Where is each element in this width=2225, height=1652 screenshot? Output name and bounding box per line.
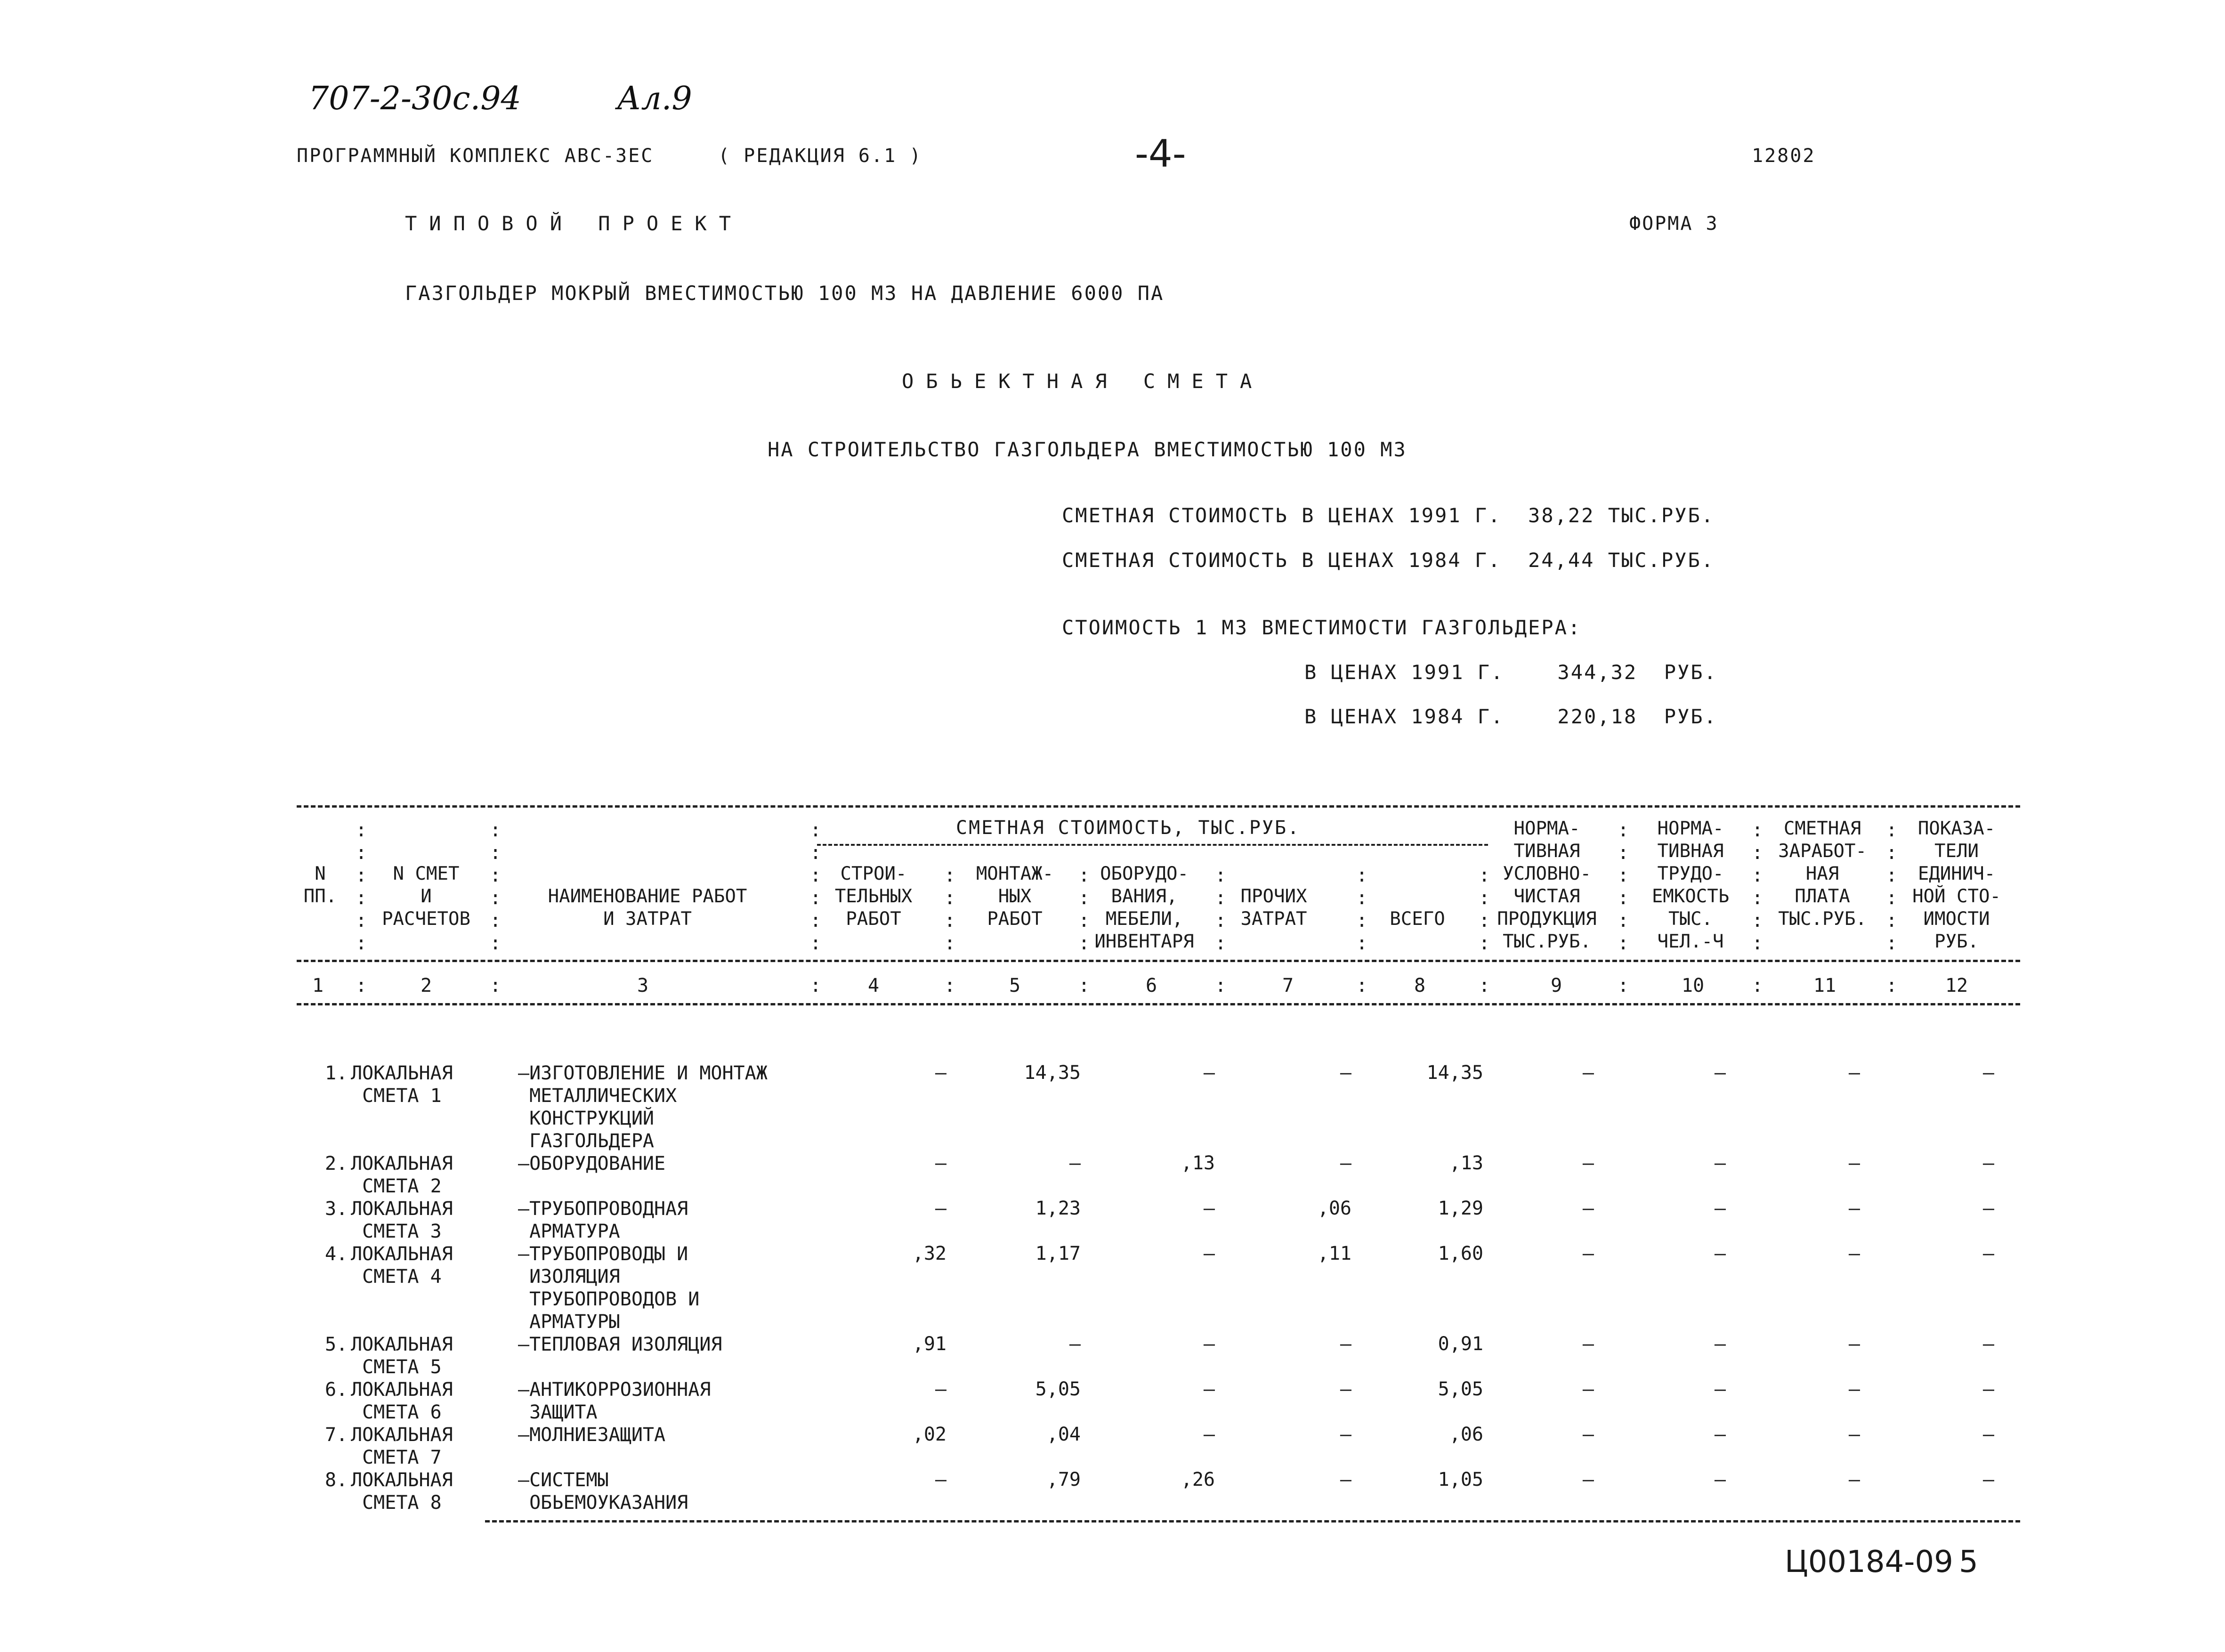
row-value-montazh: 5,05 — [1035, 1378, 1081, 1400]
row-value-vsego: 5,05 — [1438, 1378, 1483, 1400]
row-value-montazh: ,04 — [1046, 1424, 1081, 1445]
column-separator: : — [1886, 865, 1898, 886]
row-value-c11: – — [1848, 1469, 1860, 1490]
row-value-vsego: 1,29 — [1438, 1198, 1483, 1219]
project-type: ТИПОВОЙ ПРОЕКТ — [405, 212, 744, 235]
row-value-montazh: ,79 — [1046, 1469, 1081, 1490]
album-handwritten: Ал.9 — [617, 80, 692, 117]
column-separator: : — [1886, 910, 1898, 931]
row-value-stroi: – — [935, 1378, 947, 1400]
row-value-montazh: – — [1069, 1152, 1081, 1174]
column-number: 4 — [867, 975, 880, 996]
column-separator: : — [1479, 975, 1490, 996]
header-prochih: ПРОЧИХ ЗАТРАТ — [1240, 886, 1307, 930]
column-separator: : — [1356, 932, 1368, 954]
form-label: ФОРМА 3 — [1629, 213, 1719, 235]
column-separator: : — [1886, 975, 1898, 996]
group-header-rule — [817, 844, 1488, 846]
row-value-c12: – — [1982, 1424, 1994, 1445]
column-separator: : — [1356, 887, 1368, 909]
row-value-c12: – — [1982, 1469, 1994, 1490]
row-value-oborud: ,26 — [1181, 1469, 1215, 1490]
program-name: ПРОГРАММНЫЙ КОМПЛЕКС АВС-ЗЕС — [297, 145, 654, 167]
row-estimate-ref: ЛОКАЛЬНАЯ СМЕТА 1 — [351, 1062, 453, 1107]
column-separator: : — [490, 910, 502, 931]
row-value-prochih: ,06 — [1317, 1198, 1351, 1219]
column-separator: : — [1215, 932, 1227, 954]
column-separator: : — [1479, 865, 1490, 886]
header-n: N ПП. — [303, 863, 337, 907]
row-value-stroi: – — [935, 1198, 947, 1219]
column-separator: : — [810, 887, 822, 909]
row-value-c9: – — [1582, 1378, 1594, 1400]
column-separator: : — [1618, 932, 1629, 954]
row-value-c10: – — [1714, 1469, 1726, 1490]
column-separator: : — [1752, 865, 1764, 886]
row-value-c12: – — [1982, 1243, 1994, 1264]
row-estimate-ref: ЛОКАЛЬНАЯ СМЕТА 8 — [351, 1469, 453, 1514]
row-value-prochih: – — [1340, 1062, 1351, 1084]
column-separator: : — [490, 975, 502, 996]
row-value-stroi: – — [935, 1062, 947, 1084]
row-value-c11: – — [1848, 1424, 1860, 1445]
column-separator: : — [1078, 932, 1090, 954]
row-value-montazh: 1,23 — [1035, 1198, 1081, 1219]
row-value-prochih: – — [1340, 1152, 1351, 1174]
row-value-vsego: 0,91 — [1438, 1333, 1483, 1355]
row-value-oborud: – — [1203, 1243, 1215, 1264]
column-separator: : — [356, 910, 367, 931]
column-separator: : — [1078, 865, 1090, 886]
column-separator: : — [944, 887, 956, 909]
row-number: 3. — [325, 1198, 348, 1220]
row-value-montazh: 1,17 — [1035, 1243, 1081, 1264]
row-value-vsego: 1,05 — [1438, 1469, 1483, 1490]
row-value-c10: – — [1714, 1333, 1726, 1355]
edition: ( РЕДАКЦИЯ 6.1 ) — [718, 145, 922, 167]
row-value-c12: – — [1982, 1152, 1994, 1174]
column-number: 3 — [637, 975, 649, 996]
row-value-c11: – — [1848, 1152, 1860, 1174]
column-separator: : — [944, 865, 956, 886]
column-separator: : — [944, 910, 956, 931]
column-separator: : — [1356, 910, 1368, 931]
row-value-stroi: ,32 — [912, 1243, 947, 1264]
row-estimate-ref: ЛОКАЛЬНАЯ СМЕТА 2 — [351, 1153, 453, 1197]
column-separator: : — [1479, 932, 1490, 954]
unit-cost-1991: В ЦЕНАХ 1991 Г. 344,32 РУБ. — [1304, 661, 1717, 684]
sheet-number: 5 — [1959, 1545, 1978, 1579]
table-bottom-rule — [485, 1520, 2020, 1522]
row-value-c10: – — [1714, 1378, 1726, 1400]
column-separator: : — [1078, 887, 1090, 909]
cost-1991: СМЕТНАЯ СТОИМОСТЬ В ЦЕНАХ 1991 Г. 38,22 ТЫС.РУБ. — [1062, 504, 1715, 527]
column-number: 10 — [1681, 975, 1705, 996]
row-value-c10: – — [1714, 1062, 1726, 1084]
column-number: 5 — [1009, 975, 1021, 996]
row-value-oborud: – — [1203, 1333, 1215, 1355]
table-top-rule — [297, 805, 2020, 808]
row-description: –МОЛНИЕЗАЩИТА — [518, 1424, 666, 1446]
column-separator: : — [1618, 865, 1629, 886]
row-value-c9: – — [1582, 1333, 1594, 1355]
column-separator: : — [1215, 975, 1227, 996]
row-value-vsego: ,06 — [1449, 1424, 1483, 1445]
stamp-code: Ц00184-09 — [1785, 1545, 1953, 1579]
column-separator: : — [356, 865, 367, 886]
row-number: 6. — [325, 1379, 348, 1401]
row-value-oborud: – — [1203, 1378, 1215, 1400]
row-value-prochih: – — [1340, 1424, 1351, 1445]
column-separator: : — [1618, 910, 1629, 931]
column-separator: : — [1479, 910, 1490, 931]
column-separator: : — [944, 932, 956, 954]
row-number: 7. — [325, 1424, 348, 1446]
row-value-c9: – — [1582, 1152, 1594, 1174]
column-separator: : — [1618, 975, 1629, 996]
column-number: 2 — [420, 975, 432, 996]
row-estimate-ref: ЛОКАЛЬНАЯ СМЕТА 7 — [351, 1424, 453, 1468]
column-numbers-rule — [297, 1003, 2020, 1005]
header-norm-chist: НОРМА- ТИВНАЯ УСЛОВНО- ЧИСТАЯ ПРОДУКЦИЯ ТЫС.РУБ. — [1497, 818, 1597, 952]
row-value-stroi: – — [935, 1152, 947, 1174]
column-separator: : — [1618, 887, 1629, 909]
row-value-c10: – — [1714, 1243, 1726, 1264]
row-value-stroi: ,91 — [912, 1333, 947, 1355]
column-separator: : — [356, 842, 367, 864]
row-value-c12: – — [1982, 1198, 1994, 1219]
row-value-montazh: – — [1069, 1333, 1081, 1355]
column-separator: : — [1078, 975, 1090, 996]
row-number: 8. — [325, 1469, 348, 1491]
column-number: 8 — [1414, 975, 1426, 996]
row-description: –ТРУБОПРОВОДНАЯ АРМАТУРА — [518, 1198, 688, 1242]
row-value-vsego: 1,60 — [1438, 1243, 1483, 1264]
column-separator: : — [490, 865, 502, 886]
header-norm-trud: НОРМА- ТИВНАЯ ТРУДО- ЕМКОСТЬ ТЫС. ЧЕЛ.-Ч — [1651, 818, 1730, 952]
row-number: 1. — [325, 1062, 348, 1084]
column-separator: : — [1078, 910, 1090, 931]
row-description: –АНТИКОРРОЗИОННАЯ ЗАЩИТА — [518, 1379, 711, 1423]
column-separator: : — [1618, 819, 1629, 841]
row-value-vsego: 14,35 — [1426, 1062, 1483, 1084]
column-number: 6 — [1145, 975, 1157, 996]
column-separator: : — [1215, 865, 1227, 886]
page-number: -4- — [1135, 132, 1186, 176]
group-header-cost: СМЕТНАЯ СТОИМОСТЬ, ТЫС.РУБ. — [956, 817, 1301, 839]
header-vsego: ВСЕГО — [1390, 908, 1445, 930]
column-separator: : — [944, 975, 956, 996]
row-value-prochih: – — [1340, 1469, 1351, 1490]
column-separator: : — [490, 887, 502, 909]
column-separator: : — [1479, 887, 1490, 909]
row-value-vsego: ,13 — [1449, 1152, 1483, 1174]
column-separator: : — [1886, 932, 1898, 954]
row-value-c10: – — [1714, 1424, 1726, 1445]
column-number: 7 — [1282, 975, 1294, 996]
column-separator: : — [810, 819, 822, 841]
row-number: 2. — [325, 1153, 348, 1174]
column-number: 1 — [312, 975, 324, 996]
column-separator: : — [1215, 887, 1227, 909]
column-separator: : — [1752, 975, 1764, 996]
column-separator: : — [490, 819, 502, 841]
row-value-c9: – — [1582, 1469, 1594, 1490]
row-value-c11: – — [1848, 1198, 1860, 1219]
row-description: –ТЕПЛОВАЯ ИЗОЛЯЦИЯ — [518, 1334, 722, 1355]
header-pokazateli: ПОКАЗА- ТЕЛИ ЕДИНИЧ- НОЙ СТО- ИМОСТИ РУБ. — [1912, 818, 2001, 952]
column-separator: : — [810, 865, 822, 886]
column-separator: : — [810, 910, 822, 931]
column-separator: : — [810, 932, 822, 954]
row-value-c9: – — [1582, 1062, 1594, 1084]
column-separator: : — [1356, 865, 1368, 886]
row-value-c9: – — [1582, 1198, 1594, 1219]
column-separator: : — [490, 842, 502, 864]
row-value-c10: – — [1714, 1152, 1726, 1174]
row-estimate-ref: ЛОКАЛЬНАЯ СМЕТА 6 — [351, 1379, 453, 1423]
row-value-oborud: – — [1203, 1424, 1215, 1445]
row-value-stroi: – — [935, 1469, 947, 1490]
row-value-c11: – — [1848, 1378, 1860, 1400]
header-smet: N СМЕТ И РАСЧЕТОВ — [382, 863, 470, 930]
column-separator: : — [1886, 887, 1898, 909]
row-number: 5. — [325, 1334, 348, 1355]
header-montazh: МОНТАЖ- НЫХ РАБОТ — [976, 863, 1054, 930]
column-separator: : — [1215, 910, 1227, 931]
row-value-c11: – — [1848, 1243, 1860, 1264]
row-estimate-ref: ЛОКАЛЬНАЯ СМЕТА 3 — [351, 1198, 453, 1242]
column-separator: : — [1886, 819, 1898, 841]
column-separator: : — [356, 819, 367, 841]
row-value-c12: – — [1982, 1062, 1994, 1084]
column-number: 9 — [1550, 975, 1562, 996]
row-value-c10: – — [1714, 1198, 1726, 1219]
row-estimate-ref: ЛОКАЛЬНАЯ СМЕТА 5 — [351, 1334, 453, 1378]
estimate-subtitle: НА СТРОИТЕЛЬСТВО ГАЗГОЛЬДЕРА ВМЕСТИМОСТЬЮ 100 М3 — [768, 438, 1407, 461]
header-bottom-rule — [297, 960, 2020, 962]
row-value-oborud: ,13 — [1181, 1152, 1215, 1174]
row-value-c9: – — [1582, 1424, 1594, 1445]
column-separator: : — [810, 842, 822, 864]
row-value-stroi: ,02 — [912, 1424, 947, 1445]
column-separator: : — [1618, 842, 1629, 864]
row-value-c12: – — [1982, 1333, 1994, 1355]
row-number: 4. — [325, 1243, 348, 1265]
row-value-oborud: – — [1203, 1198, 1215, 1219]
column-separator: : — [356, 887, 367, 909]
column-separator: : — [356, 932, 367, 954]
row-value-prochih: – — [1340, 1333, 1351, 1355]
column-separator: : — [1752, 932, 1764, 954]
row-description: –ОБОРУДОВАНИЕ — [518, 1153, 666, 1174]
row-description: –ИЗГОТОВЛЕНИЕ И МОНТАЖ МЕТАЛЛИЧЕСКИХ КОНСТРУКЦИЙ ГАЗГОЛЬДЕРА — [518, 1062, 768, 1152]
column-number: 12 — [1945, 975, 1968, 996]
header-zarplata: СМЕТНАЯ ЗАРАБОТ- НАЯ ПЛАТА ТЫС.РУБ. — [1778, 818, 1867, 930]
column-separator: : — [1886, 842, 1898, 864]
column-separator: : — [490, 932, 502, 954]
cost-1984: СМЕТНАЯ СТОИМОСТЬ В ЦЕНАХ 1984 Г. 24,44 ТЫС.РУБ. — [1062, 549, 1715, 572]
row-description: –ТРУБОПРОВОДЫ И ИЗОЛЯЦИЯ ТРУБОПРОВОДОВ И АРМАТУРЫ — [518, 1243, 700, 1333]
column-separator: : — [1752, 842, 1764, 864]
row-value-montazh: 14,35 — [1024, 1062, 1081, 1084]
row-description: –СИСТЕМЫ ОБЬЕМОУКАЗАНИЯ — [518, 1469, 688, 1514]
document-number: 12802 — [1752, 145, 1816, 167]
header-name: НАИМЕНОВАНИЕ РАБОТ И ЗАТРАТ — [548, 886, 747, 930]
row-value-prochih: – — [1340, 1378, 1351, 1400]
project-code-handwritten: 707-2-30с.94 — [308, 80, 521, 117]
unit-cost-label: СТОИМОСТЬ 1 М3 ВМЕСТИМОСТИ ГАЗГОЛЬДЕРА: — [1062, 616, 1582, 639]
estimate-title: ОБЬЕКТНАЯ СМЕТА — [902, 370, 1264, 393]
column-number: 11 — [1813, 975, 1837, 996]
row-value-c11: – — [1848, 1062, 1860, 1084]
column-separator: : — [356, 975, 367, 996]
column-separator: : — [1752, 819, 1764, 841]
row-value-c11: – — [1848, 1333, 1860, 1355]
column-separator: : — [1356, 975, 1368, 996]
row-value-c12: – — [1982, 1378, 1994, 1400]
unit-cost-1984: В ЦЕНАХ 1984 Г. 220,18 РУБ. — [1304, 705, 1717, 728]
header-stroi: СТРОИ- ТЕЛЬНЫХ РАБОТ — [834, 863, 913, 930]
column-separator: : — [1752, 910, 1764, 931]
row-estimate-ref: ЛОКАЛЬНАЯ СМЕТА 4 — [351, 1243, 453, 1288]
column-separator: : — [810, 975, 822, 996]
row-value-c9: – — [1582, 1243, 1594, 1264]
row-value-oborud: – — [1203, 1062, 1215, 1084]
project-name: ГАЗГОЛЬДЕР МОКРЫЙ ВМЕСТИМОСТЬЮ 100 М3 НА ДАВЛЕНИЕ 6000 ПА — [405, 282, 1165, 305]
row-value-prochih: ,11 — [1317, 1243, 1351, 1264]
header-oborud: ОБОРУДО- ВАНИЯ, МЕБЕЛИ, ИНВЕНТАРЯ — [1094, 863, 1194, 952]
column-separator: : — [1752, 887, 1764, 909]
